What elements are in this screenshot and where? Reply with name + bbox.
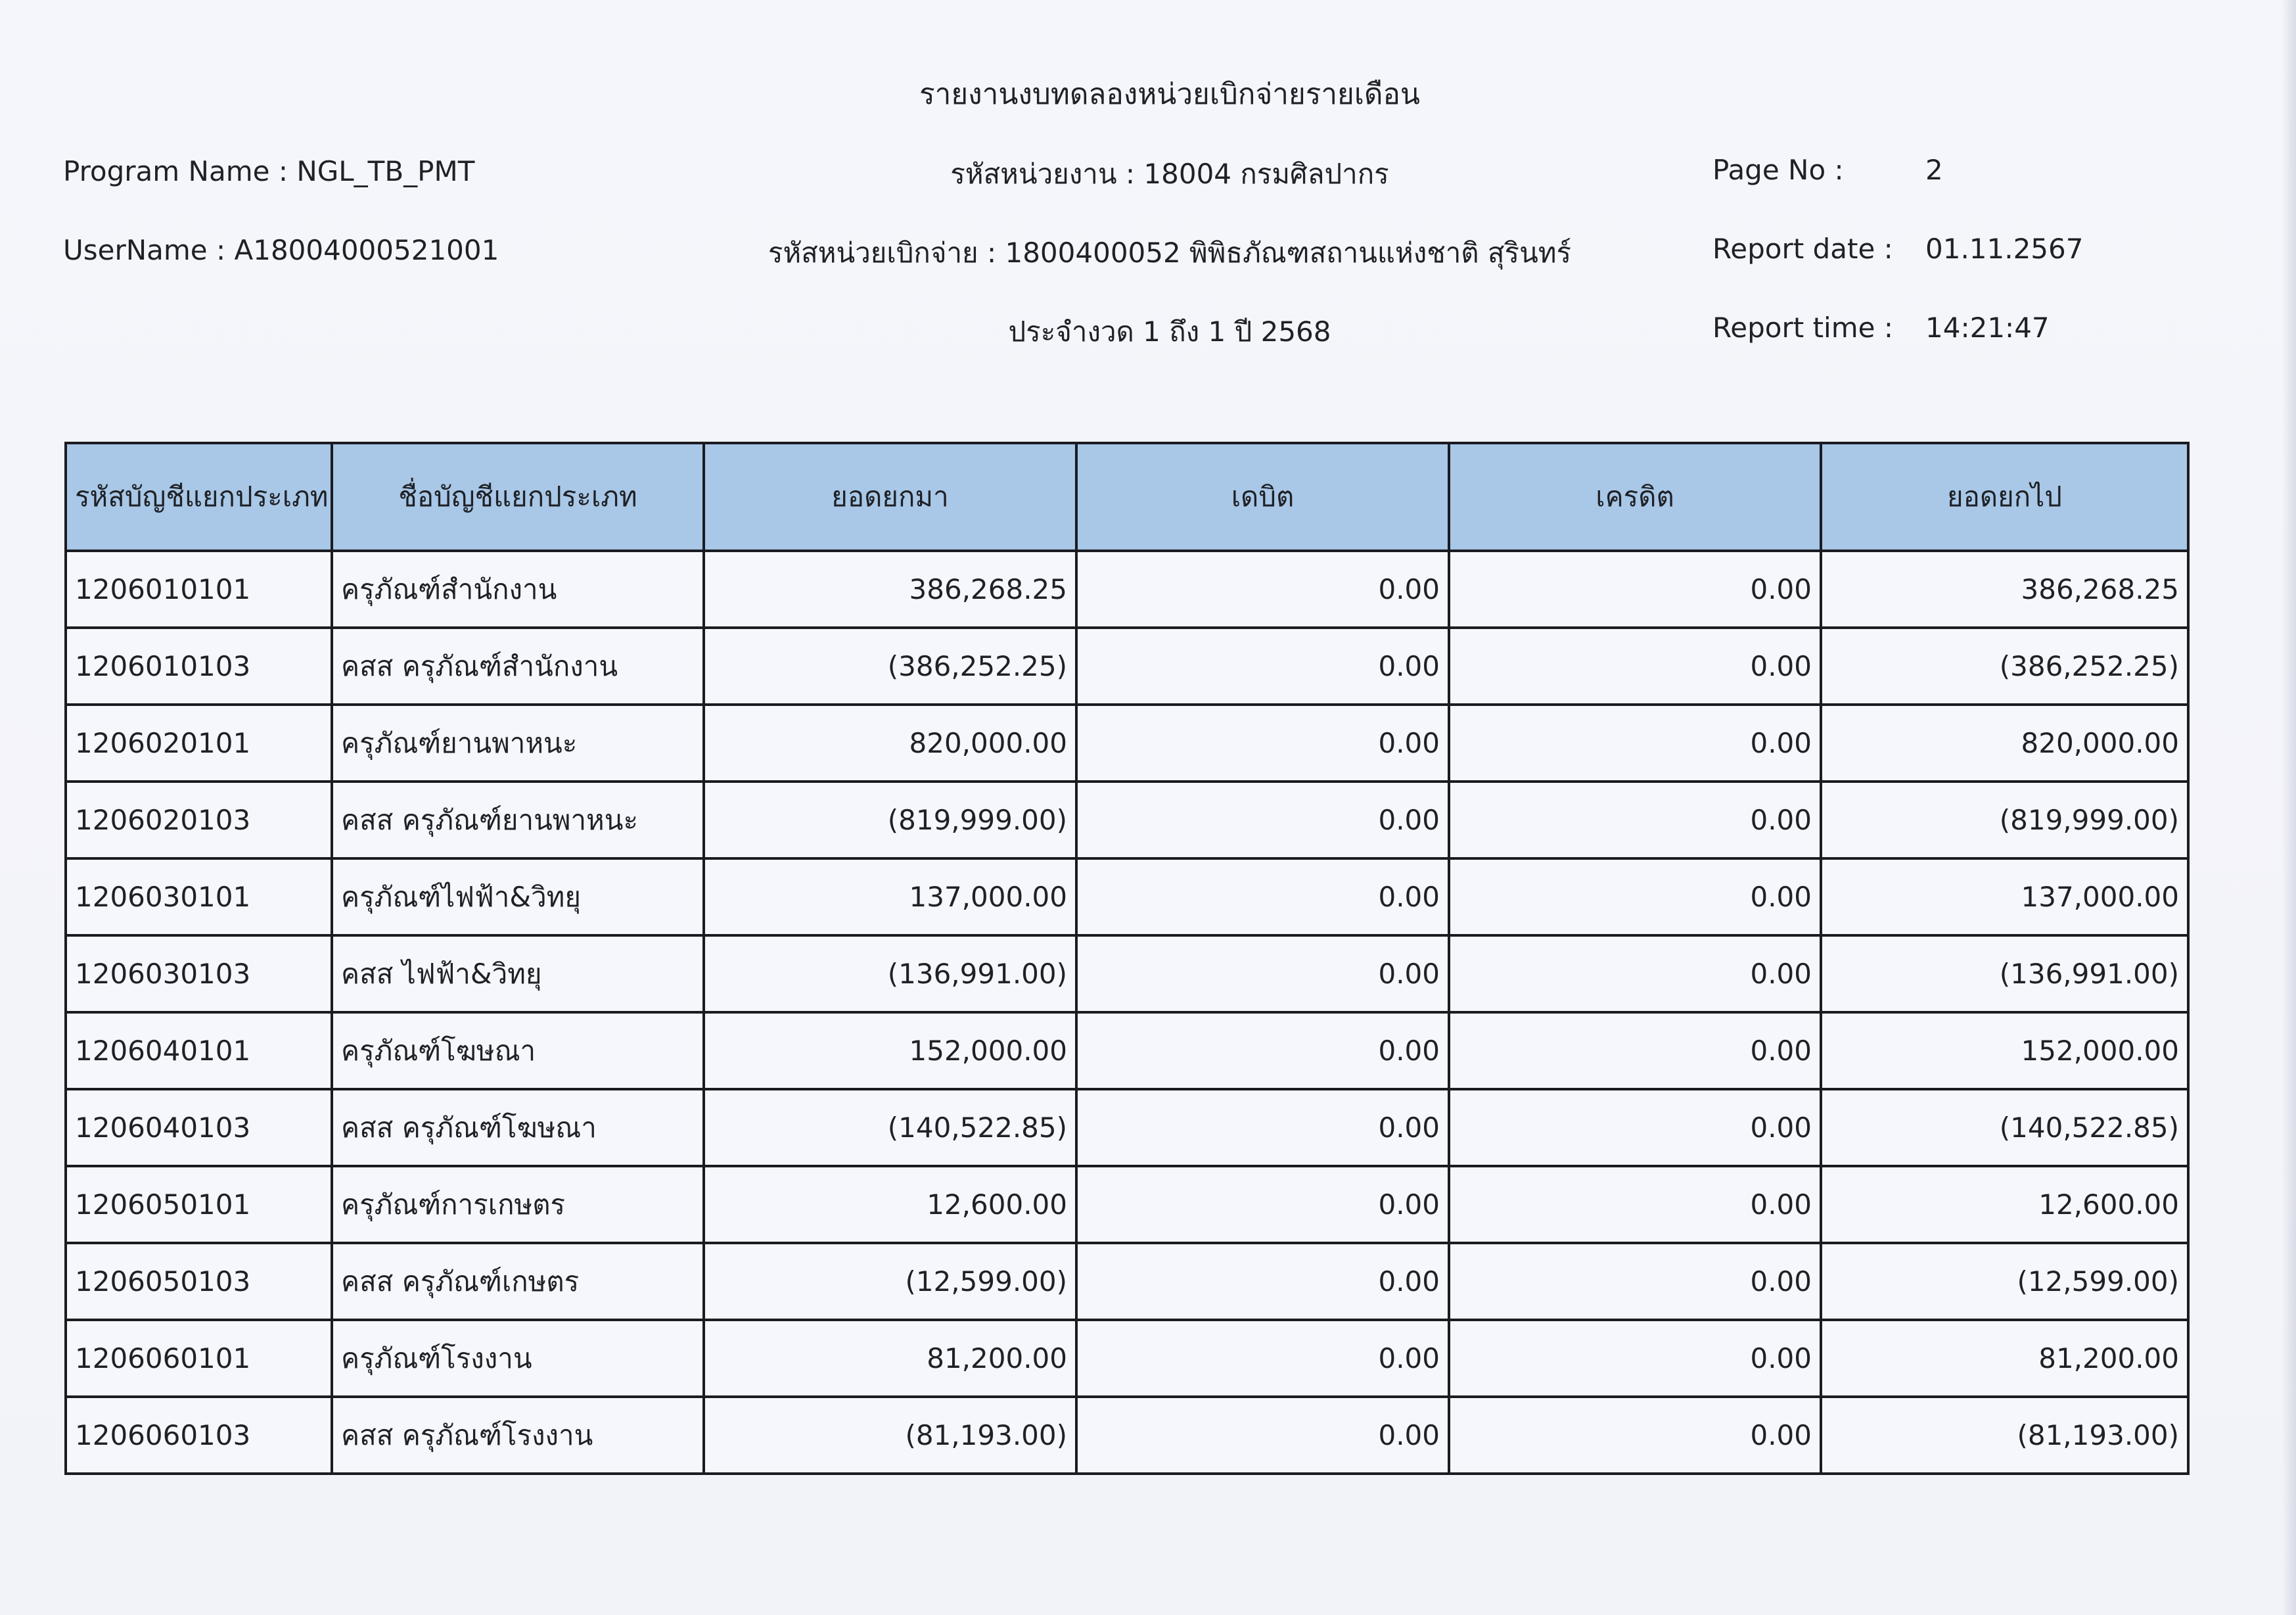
header-account-code: รหัสบัญชีแยกประเภท — [66, 443, 332, 551]
account-code: 1206020101 — [66, 705, 332, 782]
account-name: คสส ครุภัณฑ์เกษตร — [332, 1243, 704, 1320]
credit: 0.00 — [1449, 1012, 1821, 1089]
account-code: 1206060101 — [66, 1320, 332, 1397]
debit: 0.00 — [1076, 858, 1449, 935]
page-no-value: 2 — [1925, 154, 1943, 186]
account-name: คสส ครุภัณฑ์ยานพาหนะ — [332, 782, 704, 858]
account-name: คสส ครุภัณฑ์สำนักงาน — [332, 628, 704, 705]
balance-carried: (819,999.00) — [1821, 782, 2188, 858]
report-date-label: Report date : — [1712, 233, 1893, 265]
credit: 0.00 — [1449, 1243, 1821, 1320]
credit: 0.00 — [1449, 935, 1821, 1012]
account-name: คสส ครุภัณฑ์โรงงาน — [332, 1397, 704, 1474]
account-code: 1206030103 — [66, 935, 332, 1012]
trial-balance-table — [64, 442, 2190, 1475]
table-row — [66, 935, 2188, 1012]
page-edge-shadow — [2282, 0, 2296, 1615]
balance-forward: 152,000.00 — [704, 1012, 1076, 1089]
account-name: ครุภัณฑ์ยานพาหนะ — [332, 705, 704, 782]
credit: 0.00 — [1449, 1166, 1821, 1243]
report-time-label: Report time : — [1712, 312, 1893, 344]
balance-carried: 820,000.00 — [1821, 705, 2188, 782]
debit: 0.00 — [1076, 782, 1449, 858]
table-row — [66, 1243, 2188, 1320]
report-date-value: 01.11.2567 — [1925, 233, 2084, 265]
balance-forward: (386,252.25) — [704, 628, 1076, 705]
balance-forward: 12,600.00 — [704, 1166, 1076, 1243]
debit: 0.00 — [1076, 1089, 1449, 1166]
account-code: 1206040103 — [66, 1089, 332, 1166]
username: UserName : A18004000521001 — [63, 234, 499, 266]
account-name: ครุภัณฑ์การเกษตร — [332, 1166, 704, 1243]
debit: 0.00 — [1076, 551, 1449, 628]
debit: 0.00 — [1076, 1397, 1449, 1474]
debit: 0.00 — [1076, 628, 1449, 705]
debit: 0.00 — [1076, 1320, 1449, 1397]
balance-carried: (12,599.00) — [1821, 1243, 2188, 1320]
balance-carried: 12,600.00 — [1821, 1166, 2188, 1243]
credit: 0.00 — [1449, 705, 1821, 782]
header-debit: เดบิต — [1076, 443, 1449, 551]
agency-code: รหัสหน่วยงาน : 18004 กรมศิลปากร — [950, 158, 1389, 190]
report-period: ประจำงวด 1 ถึง 1 ปี 2568 — [1008, 316, 1331, 348]
balance-forward: (140,522.85) — [704, 1089, 1076, 1166]
account-code: 1206050101 — [66, 1166, 332, 1243]
balance-forward: (136,991.00) — [704, 935, 1076, 1012]
credit: 0.00 — [1449, 1320, 1821, 1397]
balance-carried: (140,522.85) — [1821, 1089, 2188, 1166]
header-balance-forward: ยอดยกมา — [704, 443, 1076, 551]
table-row — [66, 1089, 2188, 1166]
balance-forward: (81,193.00) — [704, 1397, 1076, 1474]
table-row — [66, 705, 2188, 782]
balance-carried: (386,252.25) — [1821, 628, 2188, 705]
balance-forward: 386,268.25 — [704, 551, 1076, 628]
debit: 0.00 — [1076, 1012, 1449, 1089]
balance-forward: 137,000.00 — [704, 858, 1076, 935]
debit: 0.00 — [1076, 1166, 1449, 1243]
balance-forward: 820,000.00 — [704, 705, 1076, 782]
credit: 0.00 — [1449, 551, 1821, 628]
account-name: คสส ไฟฟ้า&วิทยุ — [332, 935, 704, 1012]
debit: 0.00 — [1076, 935, 1449, 1012]
account-code: 1206010103 — [66, 628, 332, 705]
balance-forward: 81,200.00 — [704, 1320, 1076, 1397]
account-name: ครุภัณฑ์ไฟฟ้า&วิทยุ — [332, 858, 704, 935]
balance-carried: 81,200.00 — [1821, 1320, 2188, 1397]
account-name: คสส ครุภัณฑ์โฆษณา — [332, 1089, 704, 1166]
balance-forward: (12,599.00) — [704, 1243, 1076, 1320]
table-header-row — [66, 443, 2188, 551]
table-row — [66, 1166, 2188, 1243]
balance-carried: 386,268.25 — [1821, 551, 2188, 628]
account-code: 1206050103 — [66, 1243, 332, 1320]
balance-carried: (136,991.00) — [1821, 935, 2188, 1012]
account-name: ครุภัณฑ์โรงงาน — [332, 1320, 704, 1397]
balance-forward: (819,999.00) — [704, 782, 1076, 858]
account-name: ครุภัณฑ์สำนักงาน — [332, 551, 704, 628]
table-row — [66, 1397, 2188, 1474]
report-time-value: 14:21:47 — [1925, 312, 2050, 344]
report-title: รายงานงบทดลองหน่วยเบิกจ่ายรายเดือน — [919, 78, 1420, 111]
account-code: 1206020103 — [66, 782, 332, 858]
balance-carried: (81,193.00) — [1821, 1397, 2188, 1474]
table-row — [66, 628, 2188, 705]
header-account-name: ชื่อบัญชีแยกประเภท — [332, 443, 704, 551]
balance-carried: 137,000.00 — [1821, 858, 2188, 935]
debit: 0.00 — [1076, 705, 1449, 782]
table-row — [66, 1320, 2188, 1397]
credit: 0.00 — [1449, 1089, 1821, 1166]
credit: 0.00 — [1449, 628, 1821, 705]
account-code: 1206030101 — [66, 858, 332, 935]
disbursement-unit: รหัสหน่วยเบิกจ่าย : 1800400052 พิพิธภัณฑสถานแห่งชาติ สุรินทร์ — [768, 237, 1572, 269]
header-credit: เครดิต — [1449, 443, 1821, 551]
account-code: 1206060103 — [66, 1397, 332, 1474]
credit: 0.00 — [1449, 782, 1821, 858]
table-row — [66, 782, 2188, 858]
table-row — [66, 551, 2188, 628]
page-no-label: Page No : — [1712, 154, 1844, 186]
account-name: ครุภัณฑ์โฆษณา — [332, 1012, 704, 1089]
credit: 0.00 — [1449, 858, 1821, 935]
account-code: 1206010101 — [66, 551, 332, 628]
credit: 0.00 — [1449, 1397, 1821, 1474]
account-code: 1206040101 — [66, 1012, 332, 1089]
table-row — [66, 1012, 2188, 1089]
header-balance-carried: ยอดยกไป — [1821, 443, 2188, 551]
program-name: Program Name : NGL_TB_PMT — [63, 155, 475, 187]
balance-carried: 152,000.00 — [1821, 1012, 2188, 1089]
table-row — [66, 858, 2188, 935]
debit: 0.00 — [1076, 1243, 1449, 1320]
